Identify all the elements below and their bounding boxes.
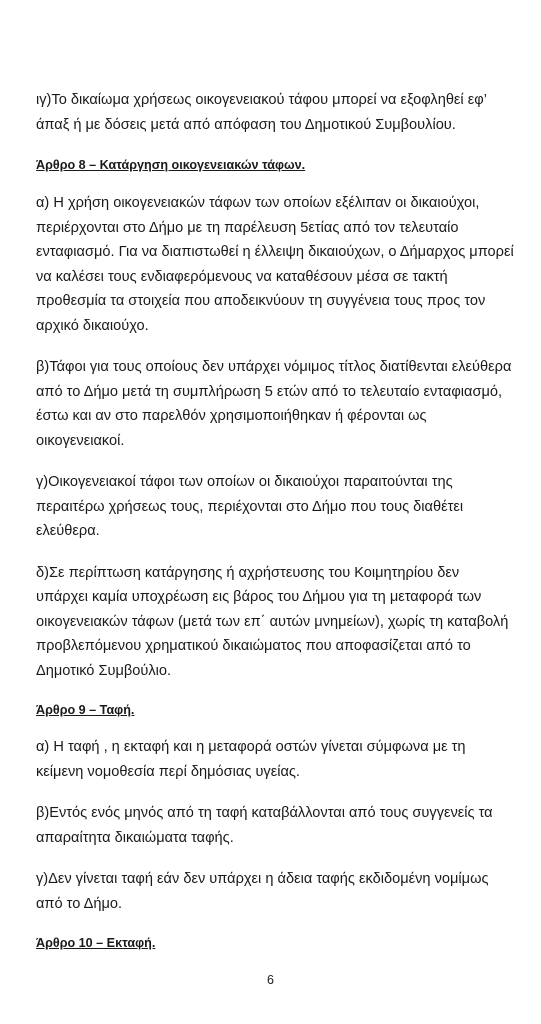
page-number: 6 xyxy=(267,973,274,987)
article-9-item-a: α) Η ταφή , η εκταφή και η μεταφορά οστών γίνεται σύμφωνα με τη κείμενη νομοθεσία περί δημόσιας υγείας. xyxy=(36,739,466,780)
article-9-item-c: γ)Δεν γίνεται ταφή εάν δεν υπάρχει η άδεια ταφής εκδιδομένη νομίμως από το Δήμο. xyxy=(36,871,489,912)
article-8-item-d: δ)Σε περίπτωση κατάργησης ή αχρήστευσης του Κοιμητηρίου δεν υπάρχει καμία υποχρέωση εις βάρος του Δήμου για τη μεταφορά των οικογενειακών τάφων (μετά των επ΄ αυτών μνημείων), χωρίς τη καταβολή προβλεπόμενου χρηματικού δικαιώματος που αποφασίζεται από το Δημοτικό Συμβούλιο. xyxy=(36,564,509,679)
document-body xyxy=(36,88,514,952)
article-8-item-b: β)Τάφοι για τους οποίους δεν υπάρχει νόμιμος τίτλος διατίθενται ελεύθερα από το Δήμο μετά τη συμπλήρωση 5 ετών από το τελευταίο ενταφιασμό, έστω και αν στο παρελθόν χρησιμοποιήθηκαν ή φέρονται ως οικογενειακοί. xyxy=(36,359,512,449)
article-10-heading: Άρθρο 10 – Εκταφή. xyxy=(36,936,156,950)
article-9-item-b: β)Εντός ενός μηνός από τη ταφή καταβάλλονται από τους συγγενείς τα απαραίτητα δικαιώματα ταφής. xyxy=(36,805,493,846)
paragraph-family-tomb-payment: ιγ)Το δικαίωμα χρήσεως οικογενειακού τάφου μπορεί να εξοφληθεί εφ’ άπαξ ή με δόσεις μετά από απόφαση του Δημοτικού Συμβουλίου. xyxy=(36,92,487,133)
article-8-item-a: α) Η χρήση οικογενειακών τάφων των οποίων εξέλιπαν οι δικαιούχοι, περιέρχονται στο Δήμο με τη παρέλευση 5ετίας από τον τελευταίο ενταφιασμό. Για να διαπιστωθεί η έλλειψη δικαιούχων, ο Δήμαρχος μπορεί να καλέσει τους ενδιαφερόμενους να καταθέσουν μέσα σε τακτή προθεσμία τα στοιχεία που αποδεικνύουν τη συγγένεια τους προς τον αρχικό δικαιούχο. xyxy=(36,195,514,334)
article-9-heading: Άρθρο 9 – Ταφή. xyxy=(36,703,135,717)
article-8-heading: Άρθρο 8 – Κατάργηση οικογενειακών τάφων. xyxy=(36,158,306,172)
article-8-item-c: γ)Οικογενειακοί τάφοι των οποίων οι δικαιούχοι παραιτούνται της περαιτέρω χρήσεως τους, περιέχονται στο Δήμο που τους διαθέτει ελεύθερα. xyxy=(36,474,464,539)
